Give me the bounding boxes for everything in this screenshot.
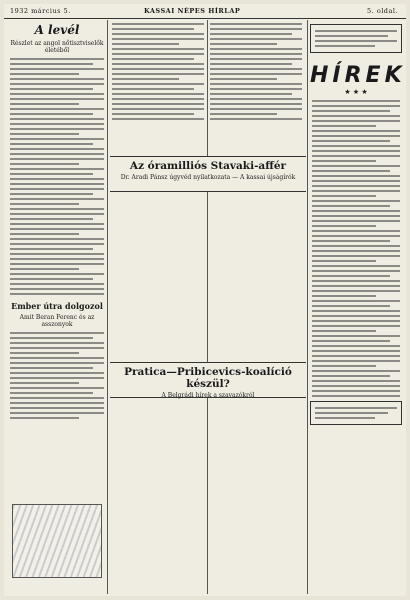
column-4 [310,20,406,425]
headline-stavisky-subtitle: Dr. Aradi Pánsz úgyvéd nyilatkozata — A kassai újságírók [120,174,296,181]
article-subtitle-a-level: Részlet az angol nőtisztviselők életéből [10,40,104,54]
header-page-number: 5. oldal. [367,7,398,15]
article-title-a-level: A levél [34,23,80,37]
notice-box [310,401,402,425]
headline-stavisky [110,156,306,192]
newspaper-page [4,4,406,596]
header-date: 1932 március 5. [10,7,71,15]
headline-pratica-subtitle: A Belgrádi hírek a szavazókról [161,392,255,399]
headline-pratica-title: Pratica—Pribicevics-koalíció készül? [124,366,292,390]
headline-pratica [110,362,306,398]
header-masthead: KASSAI NÉPES HÍRLAP [144,7,241,15]
section-stars: ★ ★ ★ [344,88,368,96]
page-header [4,4,406,19]
article-subtitle-ember: Amit Beran Ferenc és az asszonyok [19,314,95,328]
column-3 [208,20,304,123]
column-2 [110,20,206,123]
article-title-ember: Ember útra dolgozol [11,301,103,311]
column-divider [307,20,308,594]
illustration-sketch [12,504,102,578]
notice-box [310,24,402,53]
column-1 [8,20,106,422]
column-divider [107,20,108,594]
section-title-hirek: HÍREK [310,63,406,88]
headline-stavisky-title: Az óramilliós Stavaki-affér [129,160,287,172]
